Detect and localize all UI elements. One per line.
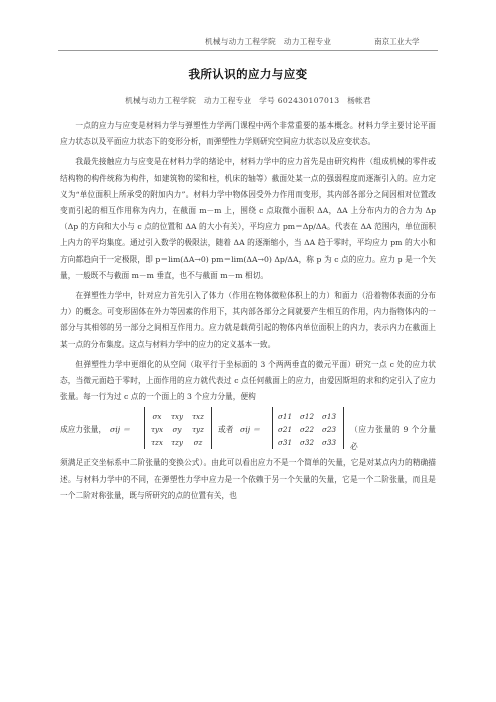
paragraph-3: 在弹塑性力学中，针对应力首先引入了体力（作用在物体微粒体积上的力）和面力（沿着物体表面的分布力）的概念。可变形固体在外力等因素的作用下，其内部各部分之间就要产生相互的作用，内力指物体内的一部分与其相邻的另一部分之间相互作用力。应力就是载荷引起的物体内单位面积上的内力，表示内力在截面上某一点的分布集度。这点与材料力学中的应力的定义基本一致。 [60, 291, 436, 349]
stress-tensor-equation [60, 407, 436, 453]
header-rule [58, 50, 438, 51]
equation-lead: 成应力张量， [60, 425, 107, 435]
matrix2-cell: σ22 [299, 425, 315, 435]
article-body [60, 118, 436, 504]
matrix1-cell: τxz [192, 412, 204, 422]
paragraph-4: 但弹塑性力学中更细化的从空间（取平行于坐标面的 3 个两两垂直的微元平面）研究一点 c 处的应力状态，当微元面趋于零时，上面作用的应力就代表过 c 点任何截面上的应力，由爱因斯坦的求和约定引入了应力张量。每一行为过 c 点的一个面上的 3 个应力分量，便构 [60, 359, 436, 402]
running-header [0, 36, 496, 50]
paragraph-5: 须满足正交坐标系中二阶张量的变换公式）。由此可以看出应力不是一个简单的矢量，它是对某点内力的精确描述。与材料力学中的不同，在弹塑性力学中应力是一个依赖于另一个矢量的矢量，它是一个二阶张量，而且是一个二阶对称张量，既与所研究的点的位置有关，也 [60, 458, 436, 500]
matrix2-cell: σ21 [277, 425, 293, 435]
matrix1-cell: τyx [150, 425, 164, 435]
or-label: 或者 [218, 425, 234, 435]
matrix2-cell: σ31 [277, 438, 293, 448]
author-byline: 机械与动力工程学院 动力工程专业 学号 602430107013 杨帐君 [125, 96, 371, 105]
header-left: 机械与动力工程学院 动力工程专业 [205, 37, 332, 46]
matrix1-cell: σx [152, 412, 162, 422]
matrix2-cell: σ23 [321, 425, 337, 435]
matrix2-cell: σ33 [321, 438, 337, 448]
matrix2-cell: σ12 [299, 412, 315, 422]
matrix1-cell: σz [193, 438, 203, 448]
matrix1-cell: τxy [170, 412, 184, 422]
paragraph-2: 我最先接触应力与应变是在材料力学的绪论中，材料力学中的应力首先是由研究构件（组成机械的零件或结构物的构件统称为构件，如建筑物的梁和柱，机床的轴等）截面处某一点的强弱程度而逐渐引入的。应力定义为“单位面积上所承受的附加内力”。材料力学中物体因受外力作用而变形，其内部各部分之间因相对位置改变而引起的相互作用称为内力，在截面 m－m 上，围绕 c 点取微小面积 ΔA，ΔA 上分布内力的合力为 Δp（Δp 的方向和大小与 c 点的位置和 ΔA 的大小有关），平均应力 pm＝Δp/ΔA。代表在 ΔA 范围内，单位面积上内力的平均集度。通过引入数学的极限法，随着 ΔA 的逐渐缩小，当 ΔA 趋于零时，平均应力 pm 的大小和方向都趋向于一定极限，即 p＝lim(ΔA→0) pm＝lim(ΔA→0) Δp/ΔA，称 p 为 c 点的应力。应力 p 是一个矢量，一般既不与截面 m－m 垂直，也不与截面 m－m 相切。 [60, 157, 436, 280]
matrix1-cell: τzy [171, 438, 183, 448]
sigma-ij-label: σij ＝ [110, 425, 131, 435]
matrix2-cell: σ11 [277, 412, 293, 422]
matrix1-cell: τyz [192, 425, 204, 435]
stress-matrix-xyz [144, 407, 212, 449]
matrix1-cell: σy [172, 425, 182, 435]
stress-matrix-index [272, 407, 344, 449]
sigma-ij-label-2: σij ＝ [240, 425, 261, 435]
paragraph-1: 一点的应力与应变是材料力学与弹塑性力学两门课程中两个非常重要的基本概念。材料力学主要讨论平面应力状态以及平面应力状态下的变形分析，而弹塑性力学则研究空间应力状态以及应变状态。 [60, 121, 436, 147]
tensor-note: （应力张量的 9 个分量必 [350, 425, 436, 451]
matrix2-cell: σ32 [299, 438, 315, 448]
matrix1-cell: τzx [151, 438, 163, 448]
page-title: 我所认识的应力与应变 [188, 67, 308, 81]
matrix2-cell: σ13 [321, 412, 337, 422]
header-right: 南京工业大学 [374, 37, 420, 46]
